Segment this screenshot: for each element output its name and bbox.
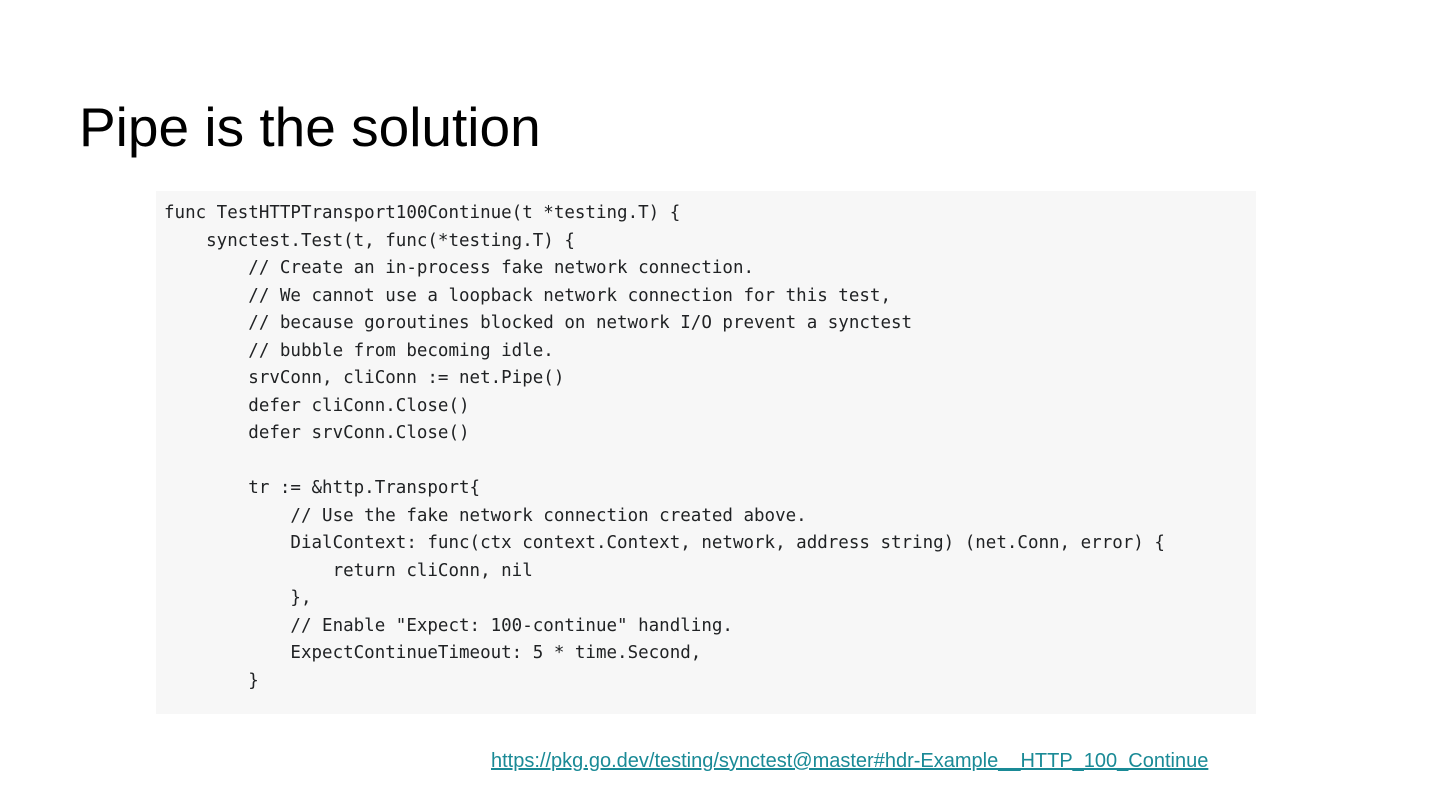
code-line: srvConn, cliConn := net.Pipe() — [164, 368, 565, 388]
code-line: func TestHTTPTransport100Continue(t *testing.T) { — [164, 203, 681, 223]
code-line: DialContext: func(ctx context.Context, network, address string) (net.Conn, error) { — [164, 533, 1165, 553]
code-line: // Use the fake network connection created above. — [164, 505, 807, 526]
source-link[interactable]: https://pkg.go.dev/testing/synctest@master#hdr-Example__HTTP_100_Continue — [491, 750, 1209, 772]
code-line: // because goroutines blocked on network I/O prevent a synctest — [164, 313, 913, 333]
code-line: // bubble from becoming idle. — [164, 340, 554, 361]
code-line: // Create an in-process fake network connection. — [164, 258, 755, 278]
code-line-blank — [164, 448, 1256, 476]
code-line: // Enable "Expect: 100-continue" handling. — [164, 615, 733, 636]
code-block — [156, 191, 1256, 714]
code-line: return cliConn, nil — [164, 560, 533, 581]
slide-title: Pipe is the solution — [79, 96, 541, 158]
code-line: // We cannot use a loopback network connection for this test, — [164, 285, 891, 306]
code-line: }, — [164, 588, 312, 608]
code-line: synctest.Test(t, func(*testing.T) { — [164, 230, 575, 251]
code-line: tr := &http.Transport{ — [164, 478, 481, 498]
code-line: ExpectContinueTimeout: 5 * time.Second, — [164, 643, 702, 663]
code-line: defer srvConn.Close() — [164, 423, 470, 443]
code-line: defer cliConn.Close() — [164, 395, 470, 416]
code-line: } — [164, 670, 259, 691]
